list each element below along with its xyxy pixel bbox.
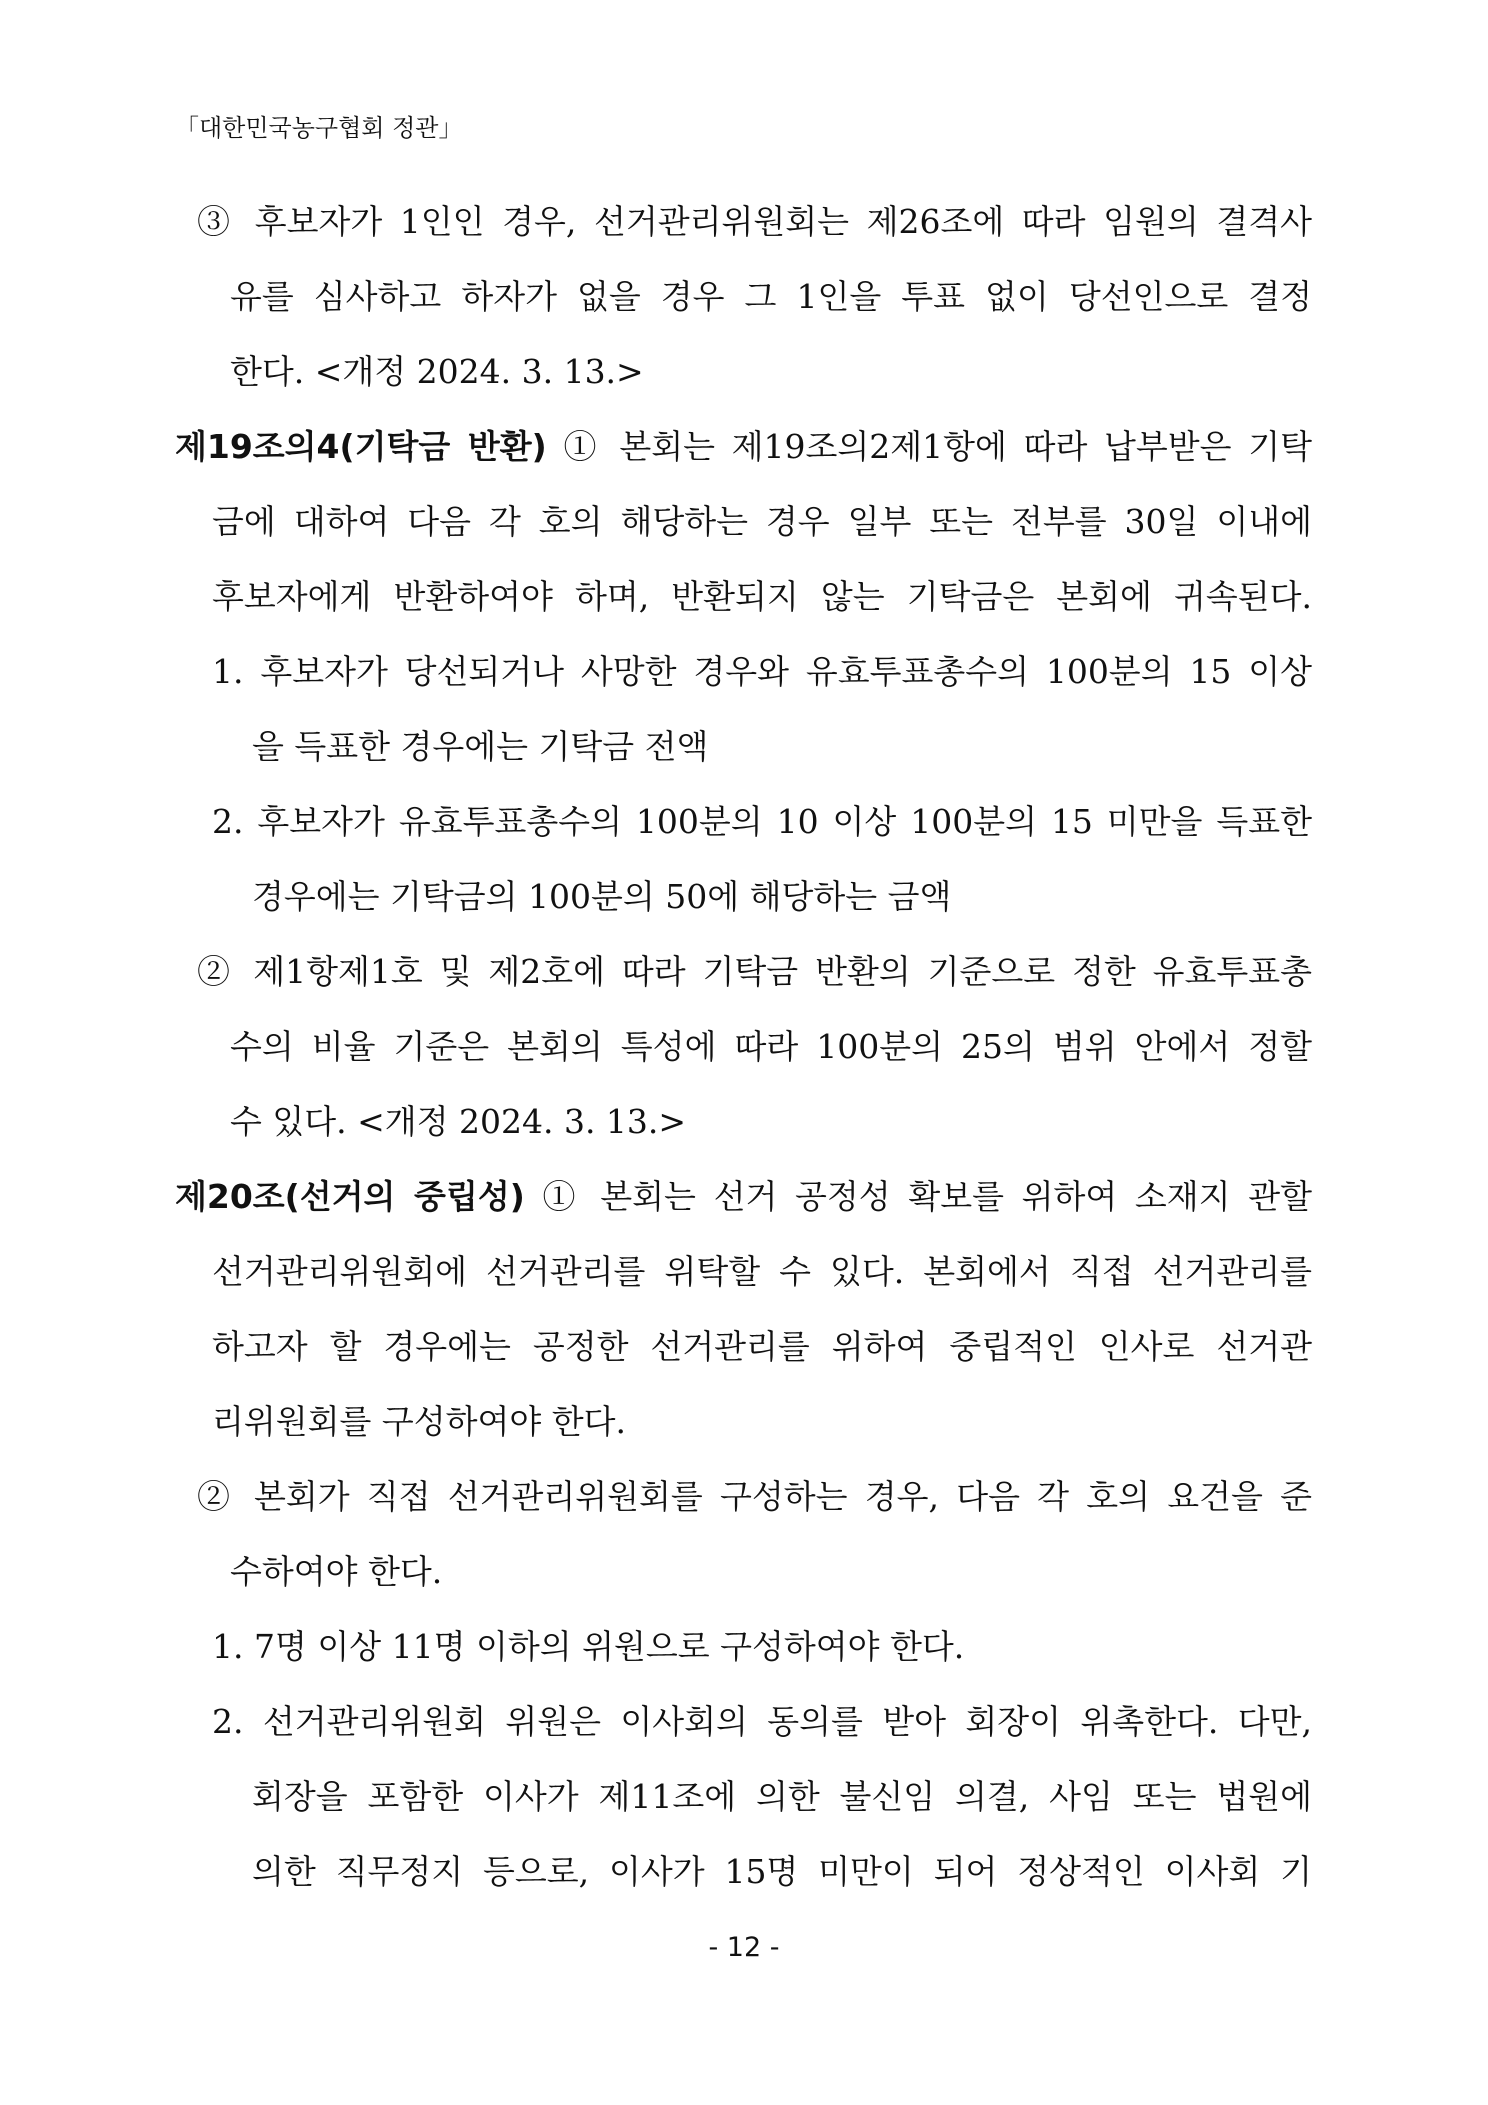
body-line bbox=[197, 952, 1312, 991]
body-line bbox=[212, 502, 1312, 541]
line-text: ① 본회는 선거 공정성 확보를 위하여 소재지 관할 bbox=[524, 1177, 1312, 1216]
line-text: 리위원회를 구성하여야 한다. bbox=[212, 1402, 627, 1441]
body-line bbox=[212, 1627, 965, 1666]
body-line bbox=[212, 577, 1312, 616]
body-line bbox=[212, 1327, 1312, 1366]
line-text: 회장을 포함한 이사가 제11조에 의한 불신임 의결, 사임 또는 법원에 bbox=[252, 1777, 1312, 1816]
body-line bbox=[252, 727, 709, 766]
line-text: 한다. <개정 2024. 3. 13.> bbox=[230, 352, 644, 391]
line-text: 경우에는 기탁금의 100분의 50에 해당하는 금액 bbox=[252, 877, 952, 916]
body-line bbox=[252, 1852, 1312, 1891]
line-text: 수의 비율 기준은 본회의 특성에 따라 100분의 25의 범위 안에서 정할 bbox=[230, 1027, 1312, 1066]
line-text: 금에 대하여 다음 각 호의 해당하는 경우 일부 또는 전부를 30일 이내에 bbox=[212, 502, 1312, 541]
body-line bbox=[230, 1552, 443, 1591]
body-line bbox=[230, 277, 1312, 316]
article-heading: 제20조(선거의 중립성) bbox=[175, 1177, 525, 1216]
line-text: 수하여야 한다. bbox=[230, 1552, 443, 1591]
line-text: 을 득표한 경우에는 기탁금 전액 bbox=[252, 727, 709, 766]
body-line bbox=[212, 1402, 627, 1441]
body-line bbox=[175, 427, 1312, 466]
line-text: ② 본회가 직접 선거관리위원회를 구성하는 경우, 다음 각 호의 요건을 준 bbox=[197, 1477, 1312, 1516]
line-text: 2. 후보자가 유효투표총수의 100분의 10 이상 100분의 15 미만을 득표한 bbox=[212, 802, 1312, 841]
body-line bbox=[197, 202, 1312, 241]
body-line bbox=[252, 877, 952, 916]
line-text: 후보자에게 반환하여야 하며, 반환되지 않는 기탁금은 본회에 귀속된다. bbox=[212, 577, 1312, 616]
line-text: 선거관리위원회에 선거관리를 위탁할 수 있다. 본회에서 직접 선거관리를 bbox=[212, 1252, 1312, 1291]
body-line bbox=[230, 352, 644, 391]
body-line bbox=[212, 1252, 1312, 1291]
line-text: 수 있다. <개정 2024. 3. 13.> bbox=[230, 1102, 687, 1141]
line-text: 하고자 할 경우에는 공정한 선거관리를 위하여 중립적인 인사로 선거관 bbox=[212, 1327, 1312, 1366]
article-heading: 제19조의4(기탁금 반환) bbox=[175, 427, 547, 466]
line-text: 1. 7명 이상 11명 이하의 위원으로 구성하여야 한다. bbox=[212, 1627, 965, 1666]
page-number: - 12 - bbox=[708, 1932, 780, 1963]
line-text: ③ 후보자가 1인인 경우, 선거관리위원회는 제26조에 따라 임원의 결격사 bbox=[197, 202, 1312, 241]
body-line bbox=[230, 1027, 1312, 1066]
line-text: 의한 직무정지 등으로, 이사가 15명 미만이 되어 정상적인 이사회 기 bbox=[252, 1852, 1312, 1891]
body-line bbox=[252, 1777, 1312, 1816]
body-line bbox=[197, 1477, 1312, 1516]
document-header: 「대한민국농구협회 정관」 bbox=[175, 114, 463, 142]
body-line bbox=[212, 652, 1312, 691]
body-line bbox=[175, 1177, 1312, 1216]
line-text: ① 본회는 제19조의2제1항에 따라 납부받은 기탁 bbox=[546, 427, 1312, 466]
line-text: 유를 심사하고 하자가 없을 경우 그 1인을 투표 없이 당선인으로 결정 bbox=[230, 277, 1312, 316]
body-line bbox=[212, 1702, 1312, 1741]
line-text: 1. 후보자가 당선되거나 사망한 경우와 유효투표총수의 100분의 15 이상 bbox=[212, 652, 1312, 691]
line-text: ② 제1항제1호 및 제2호에 따라 기탁금 반환의 기준으로 정한 유효투표총 bbox=[197, 952, 1312, 991]
body-line bbox=[212, 802, 1312, 841]
body-line bbox=[230, 1102, 687, 1141]
line-text: 2. 선거관리위원회 위원은 이사회의 동의를 받아 회장이 위촉한다. 다만, bbox=[212, 1702, 1312, 1741]
